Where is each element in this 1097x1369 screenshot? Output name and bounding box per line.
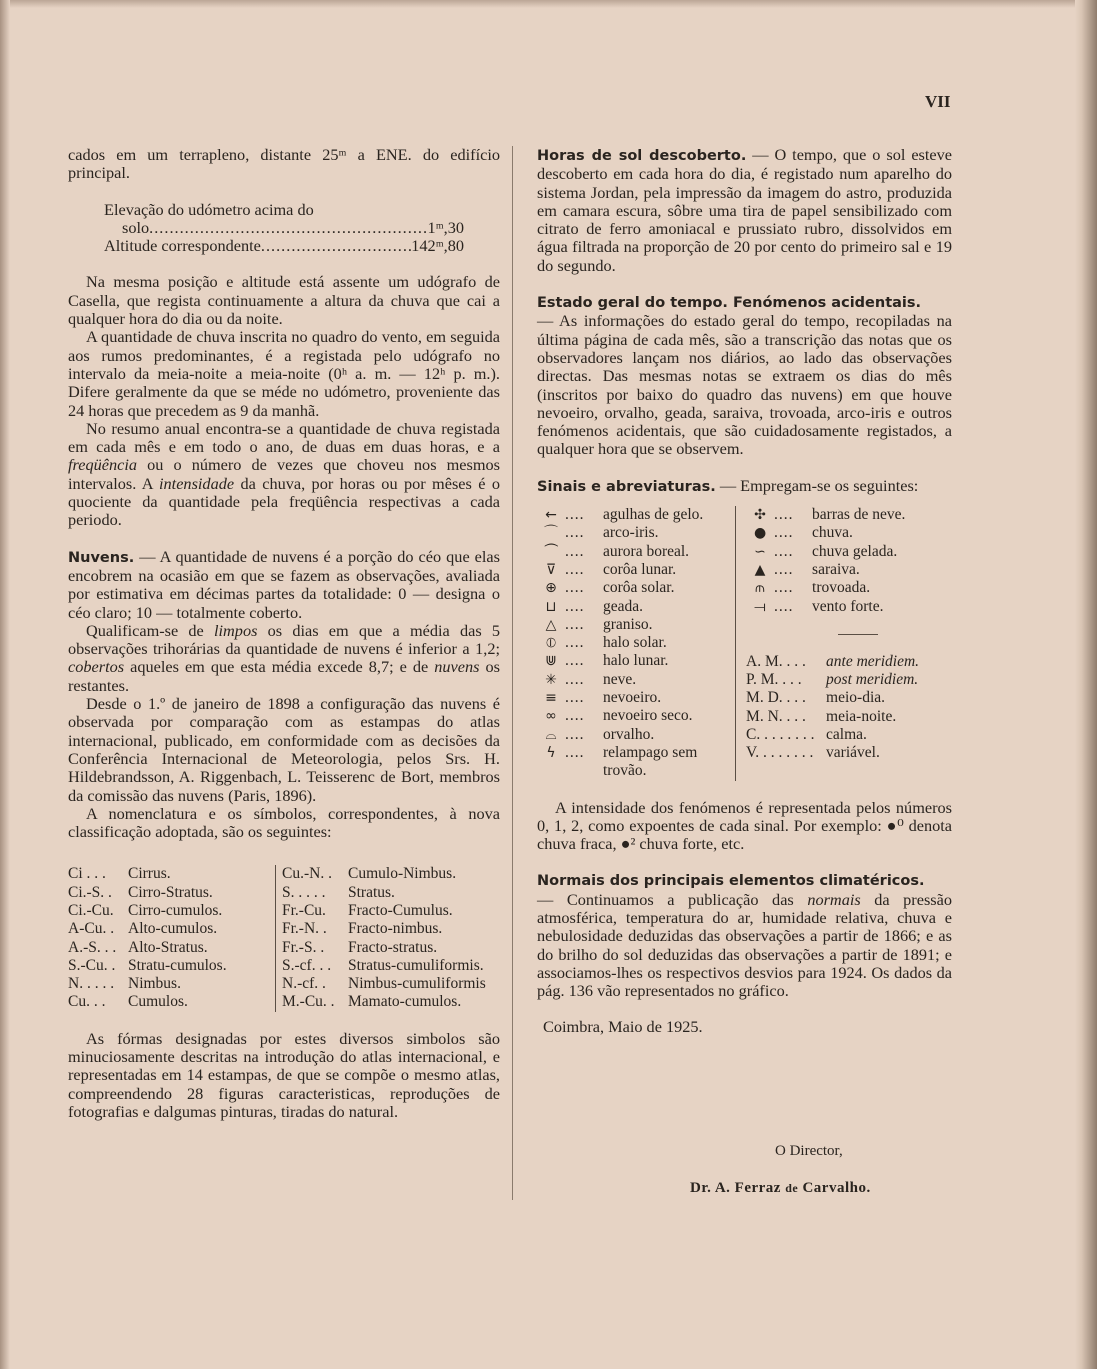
symbol-label: geada. — [603, 597, 644, 615]
cloud-abbr: Ci . . . — [68, 865, 106, 883]
leader-dots: .... — [774, 542, 794, 560]
cloud-abbr: Ci.-Cu. — [68, 901, 114, 919]
cloud-abbr: Cu. . . — [68, 993, 106, 1011]
leader-dots: .... — [565, 725, 585, 743]
left-column — [68, 146, 500, 1121]
paragraph-estado: — As informações do estado geral do tempo, recopiladas na última página de cada mês, são a transcrição das notas que os observadores lançam nos diários, ao lado das observações directas. Das mesmas notas se extraem os dias do mês (inscritos por baixo do quadro das nuvens) em que houve nevoeiro, orvalho, geada, saraiva, trovoada, arco-iris e outros fenómenos acidentais, que são cuidadosamente registados, a qualquer hora que se observem. — [537, 311, 952, 459]
cloud-abbr: S.-cf. . . — [282, 956, 332, 974]
paragraph-9: As fórmas designadas por estes diversos simbolos são minuciosamente descritas na introdução do atlas internacional, e representadas em 14 estampas, de que se compõe o mesmo atlas, compreendendo 28 figuras caracteristicas, reproduções de fotografias e dalgumas pinturas, tiradas do natural. — [68, 1028, 500, 1121]
abbreviation-value: calma. — [826, 726, 867, 744]
symbols-table — [537, 506, 952, 780]
weather-symbol-icon: ⟞ — [754, 598, 766, 615]
cloud-name: Cirro-cumulos. — [128, 901, 223, 919]
weather-symbol-icon: ● — [753, 525, 767, 542]
short-divider — [838, 634, 878, 635]
abbreviation-key: M. N. . . . — [746, 707, 806, 725]
symbol-row — [537, 707, 735, 725]
cloud-abbr: S. . . . . — [282, 883, 326, 901]
cloud-name: Stratus. — [348, 883, 395, 901]
elevation-row-2 — [104, 237, 464, 255]
cloud-name: Fracto-nimbus. — [348, 920, 443, 938]
column-divider — [512, 146, 513, 1200]
symbol-row — [537, 506, 735, 524]
cloud-name: Mamato-cumulos. — [348, 993, 462, 1011]
symbol-label: agulhas de gelo. — [603, 506, 704, 524]
weather-symbol-icon: ∞ — [545, 708, 557, 725]
abbreviation-key: V. . . . . . . . — [746, 744, 814, 762]
paragraph-1: cados em um terrapleno, distante 25ᵐ a ENE. do edifício principal. — [68, 145, 500, 183]
leader-dots: .... — [565, 579, 585, 597]
signature-name: Dr. A. Ferraz de Carvalho. — [690, 1180, 871, 1196]
abbreviation-row — [746, 671, 952, 689]
weather-symbol-icon: ≡ — [545, 690, 557, 707]
cloud-abbr: M.-Cu. . — [282, 993, 335, 1011]
leader-dots: .... — [565, 634, 585, 652]
abbreviation-value: post meridiem. — [826, 671, 919, 689]
paragraph-6: Qualificam-se de limpos os dias em que a média das 5 observações trihorárias da quantidade de nuvens é inferior a 1,2; cobertos aqueles em que esta média excede 8,7; e de nuvens os restantes. — [68, 620, 501, 695]
weather-symbol-icon: ⊕ — [545, 580, 557, 597]
date-line: Coimbra, Maio de 1925. — [543, 1017, 703, 1037]
leader-dots: .... — [565, 689, 585, 707]
symbol-label: nevoeiro. — [603, 689, 662, 707]
weather-symbol-icon: ∽ — [754, 543, 766, 560]
weather-symbol-icon: ⌒ — [544, 525, 558, 542]
abbreviation-row — [746, 726, 952, 744]
symbol-label: relampago sem — [603, 743, 698, 761]
abbreviation-value: ante meridiem. — [826, 652, 920, 670]
cloud-name: Stratus-cumuliformis. — [348, 956, 484, 974]
leader-dots: .... — [565, 506, 585, 524]
leader-dots: .... — [565, 652, 585, 670]
weather-symbol-icon: ⌓ — [545, 726, 557, 743]
elevation-label-2: solo — [122, 217, 150, 237]
symbol-label: vento forte. — [812, 597, 884, 615]
cloud-abbr: N.-cf. . — [282, 975, 326, 993]
abbreviation-value: variável. — [826, 744, 880, 762]
leader-dots: .... — [774, 579, 794, 597]
paragraph-nuvens: Nuvens. — A quantidade de nuvens é a porção do céo que elas encobrem na ocasião em que se fazem as observações, avaliada por estimativa em décimas partes da totalidade: 0 — designa o céo claro; 10 — totalmente coberto. — [68, 546, 500, 622]
cloud-abbr: Cu.-N. . — [282, 865, 332, 883]
abbreviation-row — [746, 744, 952, 762]
heading-nuvens: Nuvens. — [68, 549, 135, 566]
elevation-row-1 — [104, 219, 464, 237]
symbol-row — [746, 561, 952, 579]
symbol-row — [746, 524, 952, 542]
symbol-row — [746, 543, 952, 561]
symbol-label: trovoada. — [812, 579, 871, 597]
leader-dots: .... — [565, 615, 585, 633]
cloud-name: Cirrus. — [128, 865, 171, 883]
leader-dots: .... — [774, 597, 794, 615]
symbol-label: saraiva. — [812, 560, 860, 578]
leader-dots: .... — [774, 506, 794, 524]
symbol-row — [537, 634, 735, 652]
cloud-abbr: Fr.-Cu. — [282, 901, 326, 919]
leader-dots: .... — [565, 670, 585, 688]
cloud-abbr: A-Cu. . — [68, 920, 115, 938]
abbreviation-row — [746, 708, 952, 726]
weather-symbol-icon: ⋓ — [545, 653, 557, 670]
weather-symbol-icon: ✳ — [545, 671, 557, 688]
paragraph-normais: — Continuamos a publicação das normais da pressão atmosférica, temperatura do ar, humidade relativa, chuva e nebulosidade deduzidas das observações a partir de 1866; e as do brilho do sol deduzidas das observações a partir de 1891; e associamos-lhes os respectivos desvios para 1924. Os dados da pág. 136 vão representados no gráfico. — [537, 889, 952, 1001]
weather-symbol-icon: ⊽ — [545, 561, 557, 578]
paragraph-8: A nomenclatura e os símbolos, correspondentes, à nova classificação adoptada, são os seguintes: — [68, 803, 500, 842]
page-number: VII — [925, 92, 951, 111]
weather-symbol-icon: ⦶ — [545, 635, 557, 652]
cloud-abbr: Fr.-N. . — [282, 920, 327, 938]
symbol-label: chuva. — [812, 524, 853, 542]
signature-title: O Director, — [775, 1143, 843, 1159]
leader-dots: .... — [565, 542, 585, 560]
cloud-classification-table — [68, 865, 500, 1011]
symbol-label: aurora boreal. — [603, 542, 690, 560]
weather-symbol-icon: ← — [545, 507, 557, 524]
paragraph-sinais: Sinais e abreviaturas. — Empregam-se os seguintes: — [537, 475, 919, 495]
cloud-name: Fracto-stratus. — [348, 938, 438, 956]
symbol-row — [746, 579, 952, 597]
weather-symbol-icon: △ — [545, 616, 557, 633]
symbol-label: nevoeiro seco. — [603, 707, 693, 725]
page-edge-top — [0, 0, 1097, 8]
symbol-label: halo solar. — [603, 634, 667, 652]
symbol-label: graniso. — [603, 615, 653, 633]
elevation-value-2: 142ᵐ,80 — [411, 236, 464, 256]
heading-estado-geral: Estado geral do tempo. Fenómenos acidentais. — [537, 295, 922, 312]
symbol-label: halo lunar. — [603, 652, 669, 670]
paragraph-intensidade: A intensidade dos fenómenos é representada pelos números 0, 1, 2, como expoentes de cada sinal. Por exemplo: ●⁰ denota chuva fraca, ●² chuva forte, etc. — [537, 797, 952, 854]
weather-symbol-icon — [537, 762, 565, 780]
symbol-row — [537, 616, 735, 634]
page-edge-left — [0, 0, 10, 1369]
symbol-row — [537, 652, 735, 670]
symbol-label: trovão. — [603, 762, 647, 780]
symbol-row — [746, 598, 952, 616]
elevation-label-3: Altitude correspondente — [104, 236, 261, 256]
abbreviation-key: M. D. . . . — [746, 689, 806, 707]
symbol-row — [537, 689, 735, 707]
symbol-row — [537, 744, 735, 762]
heading-normais: Normais dos principais elementos climatéricos. — [537, 873, 925, 890]
symbol-label: corôa lunar. — [603, 560, 677, 578]
symbol-row — [537, 579, 735, 597]
weather-symbol-icon: ✣ — [754, 507, 766, 524]
cloud-abbr: Fr.-S. . — [282, 938, 325, 956]
paragraph-3: A quantidade de chuva inscrita no quadro do vento, em seguida aos rumos predominantes, é a registada pelo udógrafo no intervalo da meia-noite a meia-noite (0ʰ a. m. — 12ʰ p. m.). Difere geralmente da que se méde no udómetro, proveniente das 24 horas que precedem as 9 da manhã. — [68, 327, 500, 420]
page-edge-right — [1075, 0, 1097, 1369]
leader-dots: .... — [565, 743, 585, 761]
symbol-row — [537, 543, 735, 561]
leader-dots: .... — [565, 524, 585, 542]
symbol-row — [537, 726, 735, 744]
leader-dots: .... — [565, 560, 585, 578]
cloud-abbr: Ci.-S. . — [68, 883, 112, 901]
heading-sinais: Sinais e abreviaturas. — [537, 478, 716, 495]
cloud-name: Cumulo-Nimbus. — [348, 865, 457, 883]
paragraph-2: Na mesma posição e altitude está assente um udógrafo de Casella, que regista continuamente a altura da chuva que cai a qualquer hora do dia ou da noite. — [68, 272, 500, 329]
leader-dots: .... — [774, 524, 794, 542]
symbol-label: orvalho. — [603, 725, 655, 743]
paragraph-4: No resumo anual encontra-se a quantidade de chuva registada em cada mês e em todo o ano, de duas em duas horas, e a freqüência ou o número de vezes que choveu nos mesmos intervalos. A intensidade da chuva, por horas ou por mêses é o quociente da quantidade pela freqüência respectivas a cada periodo. — [68, 418, 500, 530]
symbol-row — [537, 671, 735, 689]
elevation-value-1: 1ᵐ,30 — [427, 217, 464, 237]
abbreviation-value: meio-dia. — [826, 689, 886, 707]
abbreviation-key: A. M. . . . — [746, 652, 806, 670]
symbol-row — [537, 561, 735, 579]
symbol-label: corôa solar. — [603, 579, 675, 597]
symbol-row — [537, 598, 735, 616]
cloud-name: Nimbus. — [128, 975, 181, 993]
leader-dots — [565, 762, 603, 780]
cloud-name: Fracto-Cumulus. — [348, 901, 453, 919]
leader-dots: .... — [774, 560, 794, 578]
weather-symbol-icon: ϟ — [546, 744, 556, 761]
symbol-label: chuva gelada. — [812, 542, 898, 560]
cloud-name: Cumulos. — [128, 993, 188, 1011]
abbreviation-value: meia-noite. — [826, 707, 897, 725]
cloud-name: Stratu-cumulos. — [128, 956, 227, 974]
cloud-name: Cirro-Stratus. — [128, 883, 213, 901]
weather-symbol-icon: ⊔ — [545, 598, 557, 615]
symbol-row — [537, 524, 735, 542]
cloud-abbr: S.-Cu. . — [68, 956, 116, 974]
abbreviation-row — [746, 689, 952, 707]
cloud-abbr: N. . . . . — [68, 975, 115, 993]
elevation-label-1: Elevação do udómetro acima do — [104, 199, 314, 219]
elevation-table — [104, 201, 464, 256]
heading-horas-sol: Horas de sol descoberto. — [537, 148, 747, 164]
paragraph-7: Desde o 1.º de janeiro de 1898 a configuração das nuvens é observada por comparação com as estampas do atlas internacional, publicado, em conformidade com as decisões da Conferência Internacional de Meteorologia, pelos Srs. H. Hildebrandsson, A. Riggenbach, L. Teisserenc de Bort, membros da comissão das nuvens (Paris, 1896). — [68, 694, 500, 805]
right-column — [537, 146, 952, 1037]
cloud-name: Alto-cumulos. — [128, 920, 218, 938]
paragraph-sol: Horas de sol descoberto. — O tempo, que o sol esteve descoberto em cada hora do dia, é registado num aparelho do sistema Jordan, pela impressão da imagem do astro, produzida em camara escura, sôbre uma tira de papel sensibilizado com citrato de ferro amoniacal e prussiato rubro, dissolvidos em água filtrada na proporção de 20 por cento do primeiro sal e 19 do segundo. — [537, 145, 952, 275]
symbol-label: neve. — [603, 670, 637, 688]
symbol-row — [537, 762, 735, 780]
symbol-label: arco-iris. — [603, 524, 659, 542]
cloud-name: Alto-Stratus. — [128, 938, 208, 956]
symbol-row — [746, 506, 952, 524]
abbreviation-key: P. M. . . . — [746, 671, 802, 689]
symbol-label: barras de neve. — [812, 506, 906, 524]
abbreviation-row — [746, 653, 952, 671]
leader-dots: .... — [565, 597, 585, 615]
cloud-name: Nimbus-cumuliformis — [348, 975, 486, 993]
cloud-abbr: A.-S. . . — [68, 938, 117, 956]
weather-symbol-icon: ▲ — [754, 561, 766, 578]
weather-symbol-icon: ⫙ — [755, 580, 765, 597]
leader-dots: .... — [565, 707, 585, 725]
abbreviation-key: C. . . . . . . . — [746, 726, 815, 744]
weather-symbol-icon: ⏜ — [544, 543, 558, 560]
